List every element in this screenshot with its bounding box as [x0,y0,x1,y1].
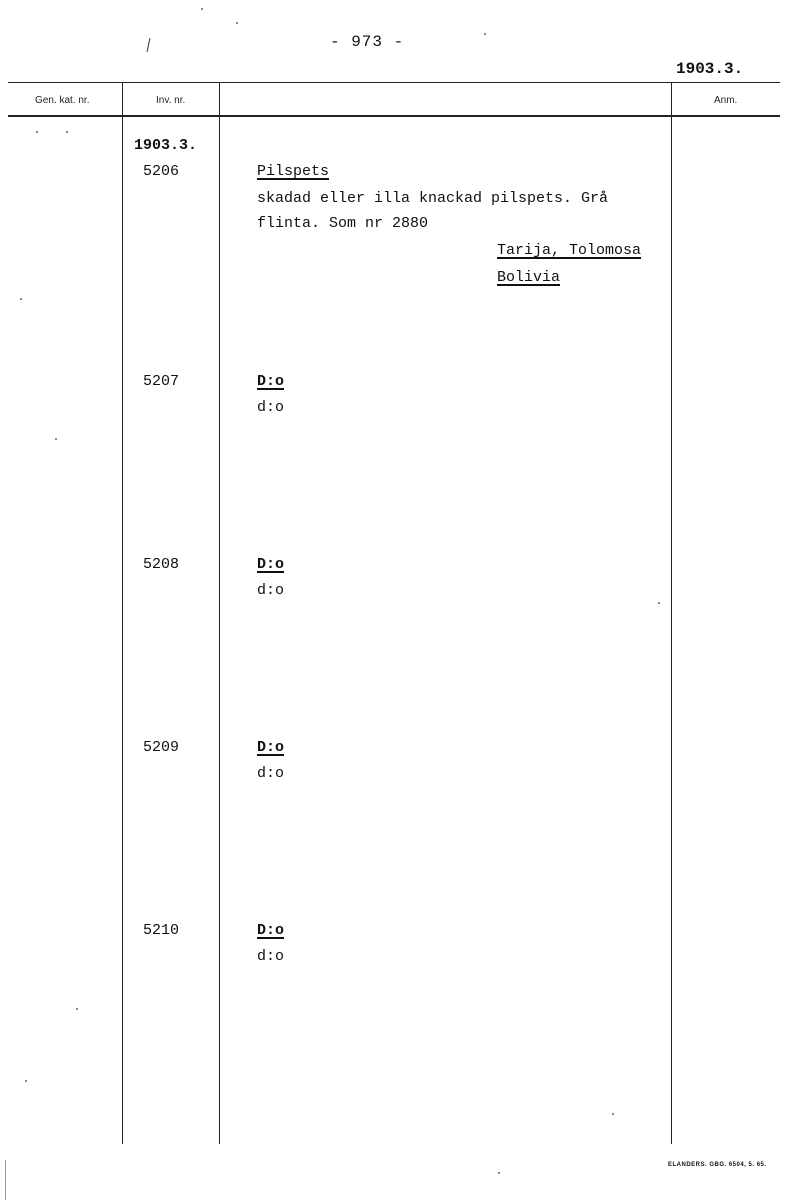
scan-speck [36,131,38,133]
scan-speck [484,33,486,35]
edge-mark [5,1160,6,1200]
scan-speck [20,298,22,300]
entry-place: Tarija, Tolomosa [497,242,642,259]
column-divider-desc [219,82,220,1144]
entry-inv-number: 5207 [143,373,180,390]
column-divider-inv [122,82,123,1144]
pen-mark [147,38,151,52]
entry-description: d:o [257,399,285,416]
page-number: - 973 - [330,33,405,51]
scan-speck [201,8,203,10]
entry-inv-number: 5209 [143,739,180,756]
entry-description: d:o [257,765,285,782]
header-anm: Anm. [714,95,738,106]
entry-inv-number: 5206 [143,163,180,180]
entry-inv-number: 5210 [143,922,180,939]
entry-title: D:o [257,373,285,390]
entry-country: Bolivia [497,269,561,286]
entry-description: d:o [257,582,285,599]
page-year: 1903.3. [676,60,744,78]
entry-title: D:o [257,739,285,756]
column-divider-anm [671,82,672,1144]
entry-description-line-1: skadad eller illa knackad pilspets. Grå [257,190,609,207]
entry-year-label: 1903.3. [134,137,198,154]
scan-speck [55,438,57,440]
scan-speck [25,1080,27,1082]
entry-description-line-2: flinta. Som nr 2880 [257,215,429,232]
entry-title: D:o [257,922,285,939]
entry-description: d:o [257,948,285,965]
scan-speck [76,1008,78,1010]
entry-title: Pilspets [257,163,330,180]
header-bottom-rule [8,115,780,117]
scan-speck [658,602,660,604]
scan-speck [498,1172,500,1174]
printer-imprint: ELANDERS. GBG. 6504, 5. 65. [668,1162,767,1168]
header-gen-kat-nr: Gen. kat. nr. [35,95,90,106]
header-inv-nr: Inv. nr. [156,95,186,106]
entry-inv-number: 5208 [143,556,180,573]
scan-speck [66,131,68,133]
scan-speck [236,22,238,24]
entry-title: D:o [257,556,285,573]
header-top-rule [8,82,780,83]
scan-speck [612,1113,614,1115]
